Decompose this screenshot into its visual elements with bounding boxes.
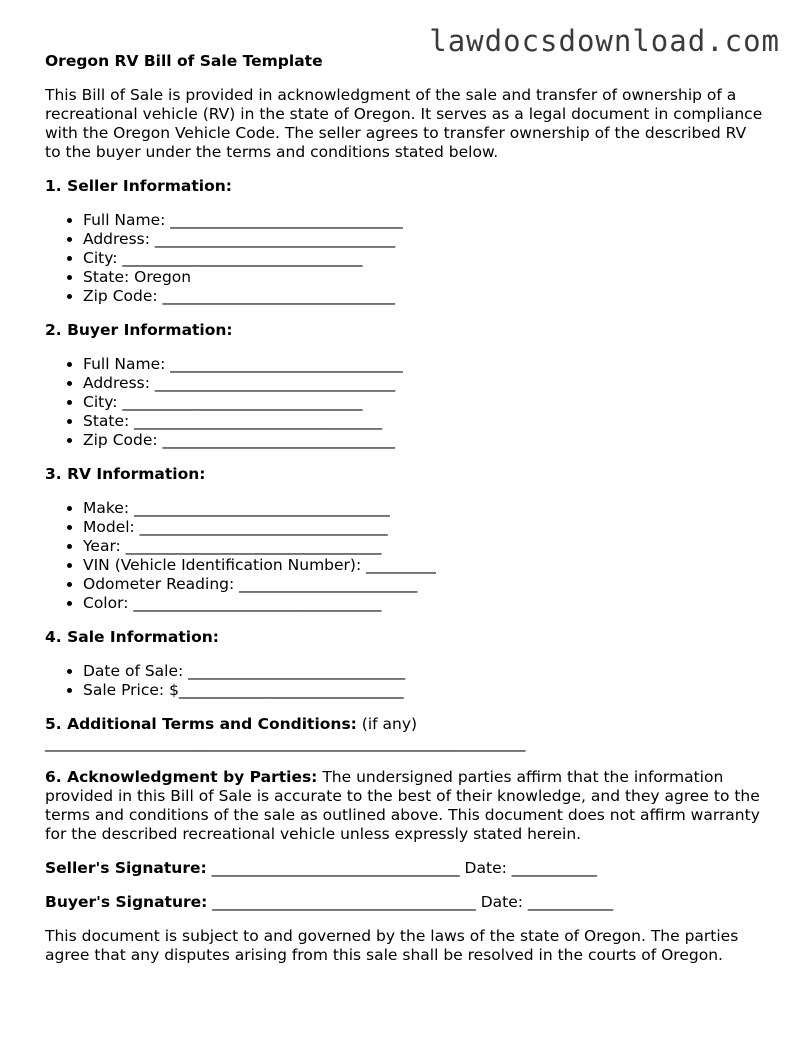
- seller-full-name-field[interactable]: • Full Name: ______________________________: [83, 211, 765, 230]
- document-title: Oregon RV Bill of Sale Template: [45, 52, 323, 70]
- rv-model-field[interactable]: • Model: ________________________________: [83, 518, 765, 537]
- seller-zip-field[interactable]: • Zip Code: ______________________________: [83, 287, 765, 306]
- rv-fields-list: [45, 499, 765, 613]
- buyer-signature-line[interactable]: __________________________________ Date: ___________: [207, 893, 614, 911]
- acknowledgment-text: The undersigned parties affirm that the information provided in this Bill of Sale is accurate to the best of their knowledge, and they agree to the terms and conditions of the sale as outlined above. This document does not affirm warranty for the described recreational vehicle unless expressly stated herein.: [45, 768, 760, 843]
- seller-fields-list: [45, 211, 765, 306]
- sale-fields-list: [45, 662, 765, 700]
- acknowledgment-heading: 6. Acknowledgment by Parties:: [45, 768, 318, 786]
- buyer-address-field[interactable]: • Address: _______________________________: [83, 374, 765, 393]
- seller-address-field[interactable]: • Address: _______________________________: [83, 230, 765, 249]
- terms-heading-line: [45, 715, 765, 734]
- closing-paragraph: This document is subject to and governed by the laws of the state of Oregon. The parties agree that any disputes arising from this sale shall be resolved in the courts of Oregon.: [45, 927, 739, 964]
- sale-section-heading: 4. Sale Information:: [45, 628, 219, 646]
- rv-year-field[interactable]: • Year: _________________________________: [83, 537, 765, 556]
- rv-color-field[interactable]: • Color: ________________________________: [83, 594, 765, 613]
- buyer-signature-label: Buyer's Signature:: [45, 893, 208, 911]
- sale-price-field[interactable]: • Sale Price: $_____________________________: [83, 681, 765, 700]
- seller-city-field[interactable]: • City: _______________________________: [83, 249, 765, 268]
- terms-blank-line[interactable]: ______________________________________________________________: [45, 734, 526, 752]
- buyer-zip-field[interactable]: • Zip Code: ______________________________: [83, 431, 765, 450]
- seller-section-heading: 1. Seller Information:: [45, 177, 232, 195]
- buyer-signature-row: [45, 893, 765, 912]
- seller-signature-label: Seller's Signature:: [45, 859, 207, 877]
- rv-odometer-field[interactable]: • Odometer Reading: _______________________: [83, 575, 765, 594]
- buyer-city-field[interactable]: • City: _______________________________: [83, 393, 765, 412]
- seller-signature-row: [45, 859, 765, 878]
- rv-vin-field[interactable]: • VIN (Vehicle Identification Number): _________: [83, 556, 765, 575]
- terms-section-heading: 5. Additional Terms and Conditions:: [45, 715, 357, 733]
- document-body: [45, 52, 765, 965]
- sale-date-field[interactable]: • Date of Sale: ____________________________: [83, 662, 765, 681]
- intro-paragraph: This Bill of Sale is provided in acknowledgment of the sale and transfer of ownership of a recreational vehicle (RV) in the state of Oregon. It serves as a legal document in compliance with the Oregon Vehicle Code. The seller agrees to transfer ownership of the described RV to the buyer under the terms and conditions stated below.: [45, 86, 763, 161]
- rv-section-heading: 3. RV Information:: [45, 465, 206, 483]
- watermark-text: lawdocsdownload.com: [429, 24, 780, 58]
- buyer-state-field[interactable]: • State: ________________________________: [83, 412, 765, 431]
- buyer-full-name-field[interactable]: • Full Name: ______________________________: [83, 355, 765, 374]
- seller-state-field: • State: Oregon: [83, 268, 765, 287]
- terms-suffix: (if any): [356, 715, 418, 733]
- buyer-section-heading: 2. Buyer Information:: [45, 321, 233, 339]
- buyer-fields-list: [45, 355, 765, 450]
- rv-make-field[interactable]: • Make: _________________________________: [83, 499, 765, 518]
- acknowledgment-paragraph: [45, 768, 765, 844]
- seller-signature-line[interactable]: ________________________________ Date: ___________: [206, 859, 598, 877]
